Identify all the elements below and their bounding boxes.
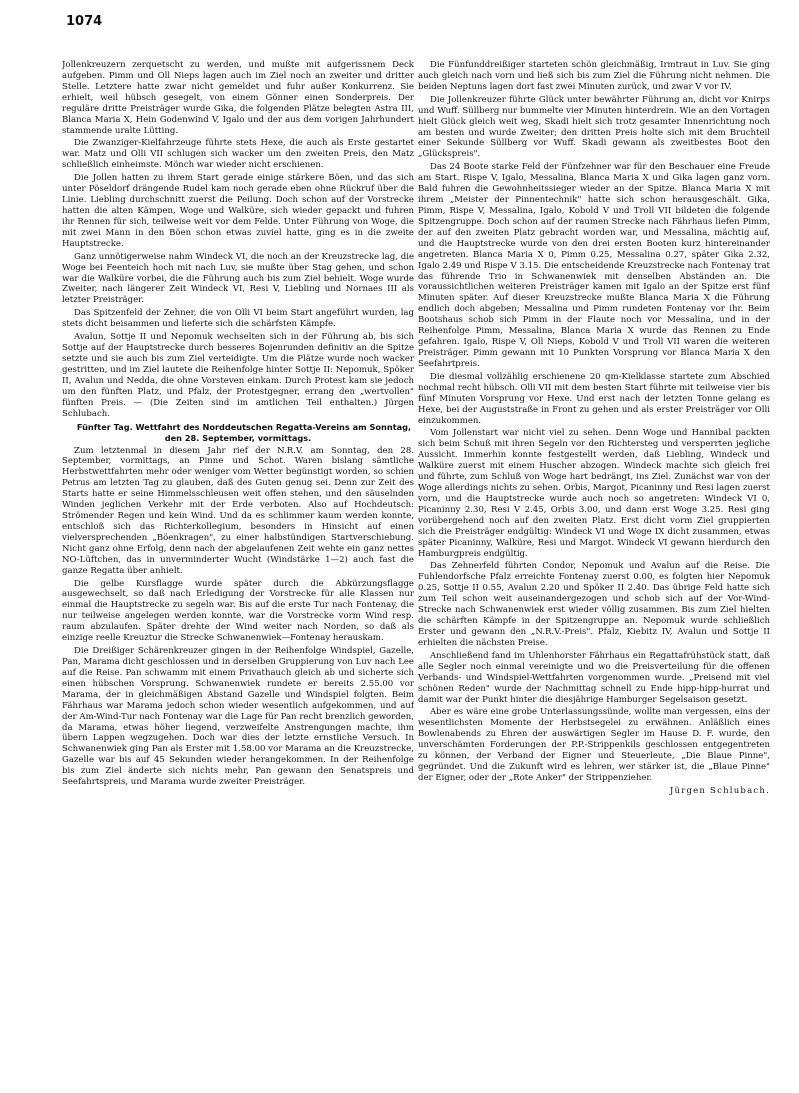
- right-column: [418, 60, 770, 1060]
- paragraph: Avalun, Sottje II und Nepomuk wechselten sich in der Führung ab, bis sich Sottje auf der Hauptstrecke durch besseres Bojenrunden definitiv an die Spitze setzte und sie auch bis zum Ziel verteidigte. Um die Plätze wurde noch wacker gestritten, und im Ziel lautete die Reihenfolge hinter Sottje II: Nepomuk, Spöker II, Avalun und Nedda, die ohne Vorsteven einkam. Durch Protest kam sie jedoch um den fünften Platz, und Pfalz, der Protestgegner, errang den „wertvollen" fünften Preis. — (Die Zeiten sind im amtlichen Teil enthalten.) Jürgen Schlubach.: [62, 332, 414, 419]
- author-signature: Jürgen Schlubach.: [669, 785, 770, 796]
- paragraph: Die Jollenkreuzer führte Glück unter bewährter Führung an, dicht vor Knirps und Wuff. Süllberg nur bummelte vier Minuten hinterdrein. Wie an den Vortagen hielt Glück gleich weit weg, Skadi hielt sich trotz gesamter Innenrichtung noch am besten und wurde Zweiter; den dritten Preis holte sich mit dem Bruchteil einer Sekunde Süllberg vor Wuff. Skadi gewann als zweitbestes Boot den „Glückspreis".: [418, 94, 770, 160]
- paragraph: Die Zwanziger-Kielfahrzeuge führte stets Hexe, die auch als Erste gestartet war. Matz und Olli VII schlugen sich wacker um den zweiten Preis, den Matz schließlich einheimste. Mönch war wieder nicht erschienen.: [62, 138, 414, 171]
- paragraph: Das 24 Boote starke Feld der Fünfzehner war für den Beschauer eine Freude am Start. Rispe V, Igalo, Messalina, Blanca Maria X und Gika lagen ganz vorn. Bald fuhren die Gewohnheitssieger wieder an der Spitze. Blanca Maria X mit ihrem „Meister der Pinnentechnik" hatte sich schon herausgeschält. Gika, Pimm, Rispe V, Messalina, Igalo, Kobold V und Troll VII bildeten die folgende Spitzengruppe. Doch schon auf der raumen Strecke nach Fährhaus liefen Pimm, der auf den zweiten Platz gebracht worden war, und Messalina, mächtig auf, und die Hauptstrecke wurde von den drei ersten Booten kurz hintereinander angetreten. Blanca Maria X 0, Pimm 0.25, Messalina 0.27, später Gika 2.32, Igalo 2.49 und Rispe V 3.15. Die entscheidende Kreuzstrecke nach Fontenay trat das führende Trio in Schwanenwiek mit denselben Abständen an. Die voraussichtlichen weiteren Preisträger kamen mit Igalo an der Spitze erst fünf Minuten später. Auf dieser Kreuzstrecke mußte Blanca Maria X die Führung endlich doch abgeben; Messalina und Pimm rundeten Fontenay vor ihr. Beim Bootshaus schob sich Pimm in der Flaute noch vor Messalina, und in der Reihenfolge Pimm, Messalina, Blanca Maria X wurde das Rennen zu Ende gefahren. Igalo, Rispe V, Oll Nieps, Kobold V und Troll VII waren die weiteren Preisträger. Pimm gewann mit 10 Punkten Vorsprung vor Blanca Maria X den Seefahrtpreis.: [418, 162, 770, 369]
- paragraph: Die gelbe Kursflagge wurde später durch die Abkürzungsflagge ausgewechselt, so daß nach Erledigung der Vorstrecke für alle Klassen nur einmal die Hauptstrecke zu segeln war. Bis auf die erste Tur nach Fontenay, die nur teilweise angelegen werden konnte, war die Vorstrecke vorm Wind resp. raum abzulaufen. Später drehte der Wind weiter nach Norden, so daß als einzige reelle Kreuztur die Strecke Schwanenwiek—Fontenay herauskam.: [62, 578, 414, 644]
- paragraph: Die diesmal vollzählig erschienene 20 qm-Kielklasse startete zum Abschied nochmal recht hübsch. Olli VII mit dem besten Start führte mit teilweise vier bis fünf Minuten Vorsprung vor Hexe. Und erst nach der letzten Tonne gelang es Hexe, bei der Auguststraße in Front zu gehen und als erster Preisträger vor Olli einzukommen.: [418, 371, 770, 426]
- paragraph: Zum letztenmal in diesem Jahr rief der N.R.V. am Sonntag, den 28. September, vormittags, an Pinne und Schot. Waren bislang sämtliche Herbstwettfahrten mehr oder weniger vom Wetter begünstigt worden, so schien Petrus am letzten Tag zu glauben, daß des Guten genug sei. Denn zur Zeit des Starts hatte er seine Himmelsschleusen weit offen stehen, und den säuselnden Winden jeglichen Verkehr mit der Erde verboten. Also auf Hochdeutsch: Strömender Regen und kein Wind. Und da es schlimmer kaum werden konnte, entschloß sich das Richterkollegium, besonders in Hinsicht auf einen vielversprechenden „Böenkragen", zu einer halbstündigen Startverschiebung. Nicht ganz ohne Erfolg, denn nach der abgelaufenen Zeit wehte ein ganz nettes NO-Lüftchen, das in unverminderter Wucht (Windstärke 1—2) auch fast die ganze Regatta über anhielt.: [62, 445, 414, 576]
- paragraph: Das Zehnerfeld führten Condor, Nepomuk und Avalun auf die Reise. Die Fuhlendorfsche Pfalz erreichte Fontenay zuerst 0.00, es folgten hier Nepomuk 0.25, Sottje II 0.55, Avalun 2.20 und Spöker II 2.40. Das übrige Feld hatte sich zum Teil schon weit auseinandergezogen und schob sich auf der Vor-Wind-Strecke nach Schwanenwiek erst wieder völlig zusammen. Bis zum Ziel hielten die schärften Kämpfe in der Spitzengruppe an. Nepomuk wurde schließlich Erster und gewann den „N.R.V.-Preis". Pfalz, Kiebitz IV, Avalun und Sottje II erhielten die nächsten Preise.: [418, 561, 770, 648]
- paragraph: Die Fünfunddreißiger starteten schön gleichmäßig, Irmtraut in Luv. Sie ging auch gleich nach vorn und ließ sich bis zum Ziel die Führung nicht nehmen. Die beiden Neptuns lagen dort fast zwei Minuten zurück, und zwar V vor IV.: [418, 60, 770, 92]
- paragraph: Aber es wäre eine grobe Unterlassungssünde, wollte man vergessen, eins der wesentlichsten Momente der Herbstsegelei zu erwähnen. Anläßlich eines Bowlenabends zu Ehren der auswärtigen Segler im Hause D. F. wurde, den unverschämten Forderungen der P.P.-Strippenkils geschlossen entgegentreten zu können, der Verband der Eigner und Steuerleute, „Die Blaue Pinne", gegründet. Und die Zukunft wird es lehren, wer stärker ist, die „Blaue Pinne" der Eigner, oder der „Rote Anker" der Strippenzieher.: [418, 707, 770, 783]
- paragraph: Anschließend fand im Uhlenhorster Fährhaus ein Regattafrühstück statt, daß alle Segler noch einmal vereinigte und wo die Preisverteilung für die offenen Verbands- und Windspiel-Wettfahrten vorgenommen wurde. „Preisend mit viel schönen Reden" wurde der Nachmittag schnell zu Ende hipp-hipp-hurrat und damit war der Punkt hinter die diesjährige Hamburger Segelsaison gesetzt.: [418, 650, 770, 705]
- paragraph: Jollenkreuzern zerquetscht zu werden, und mußte mit aufgerissnem Deck aufgeben. Pimm und Oll Nieps lagen auch im Ziel noch an zweiter und dritter Stelle. Letztere hatte zwar nicht gemeldet und fuhr außer Konkurrenz. Sie erhielt, weil hübsch gesegelt, von einem Gönner einen Sonderpreis. Der reguläre dritte Preisträger wurde Gika, die folgenden Plätze belegten Astra III, Blanca Maria X, Hein Godenwind V, Igalo und der aus dem vorigen Jahrhundert stammende uralte Lütting.: [62, 60, 414, 136]
- paragraph: Die Dreißiger Schärenkreuzer gingen in der Reihenfolge Windspiel, Gazelle, Pan, Marama dicht geschlossen und in derselben Gruppierung von Luv nach Lee auf die Reise. Pan schwamm mit einem Privathauch gleich ab und sicherte sich einen hübschen Vorsprung. Schwanenwiek rundete er bereits 2.55.00 vor Marama, der in gleichmäßigen Abstand Gazelle und Windspiel folgten. Beim Fährhaus war Marama jedoch schon wieder wesentlich aufgekommen, und auf der Am-Wind-Tur nach Fontenay war die Lage für Pan recht brenzlich geworden, da Marama, etwas höher liegend, verzweifelte Anstrengungen machte, ihm übern Lappen wegzugehen. Doch war dies der letzte ernstliche Versuch. In Schwanenwiek ging Pan als Erster mit 1.58.00 vor Marama an die Kreuzstrecke, Gazelle war bis auf 45 Sekunden wieder herangekommen. In der Reihenfolge bis zum Ziel änderte sich nichts mehr, Pan gewann den Senatspreis und Seefahrtspreis, und Marama wurde zweiter Preisträger.: [62, 646, 414, 788]
- left-column: [62, 60, 414, 1060]
- paragraph: Das Spitzenfeld der Zehner, die von Olli VI beim Start angeführt wurden, lag stets dicht beisammen und lieferte sich die schärfsten Kämpfe.: [62, 308, 414, 330]
- page-number: 1074: [66, 14, 103, 29]
- paragraph: Ganz unnötigerweise nahm Windeck VI, die noch an der Kreuzstrecke lag, die Woge bei Feenteich hoch mit nach Luv, sie mußte über Stag gehen, und schon war die Walküre vorbei, die die Führung auch bis zum Ziel behielt. Woge wurde Zweiter, nach längerer Zeit Windeck VI, Resi V, Liebling und Nornaes III als letzter Preisträger.: [62, 251, 414, 306]
- paragraph: Vom Jollenstart war nicht viel zu sehen. Denn Woge und Hannibal packten sich beim Schuß mit ihren Segeln vor den Richtersteg und versperrten jegliche Aussicht. Immerhin konnte festgestellt werden, daß Liebling, Windeck und Walküre zuerst mit einem Huscher abzogen. Windeck machte sich gleich frei und führte, zum Schluß von Woge hart bedrängt, ins Ziel. Zunächst war von der Woge allerdings nichts zu sehen. Orbis, Margot, Picaninny und Resi lagen zuerst vorn, und die Hauptstrecke wurde auch noch so angetreten: Windeck VI 0, Picaninny 2.30, Resi V 2.45, Orbis 3.00, und dann erst Woge 3.25. Resi ging vorübergehend noch auf den zweiten Platz. Erst dicht vorm Ziel gruppierten sich die Preisträger endgültig: Windeck VI und Woge IX dicht zusammen, etwas später Picaninny, Walküre, Resi und Margot. Windeck VI gewann hierdurch den Hamburgpreis endgültig.: [418, 428, 770, 559]
- section-heading: Fünfter Tag. Wettfahrt des Norddeutschen Regatta-Vereins am Sonntag, den 28. September, vormittags.: [76, 421, 412, 443]
- paragraph: Die Jollen hatten zu ihrem Start gerade einige stärkere Böen, und das sich unter Pöseldorf drängende Rudel kam noch gerade eben ohne Rückruf über die Linie. Liebling durchschnitt zuerst die Peilung. Doch schon auf der Vorstrecke hatten die alten Kämpen, Woge und Walküre, sich wieder gepackt und fuhren ihr Rennen für sich, teilweise weit vor dem Felde. Unter Führung von Woge, die mit zwei Mann in den Böen schon etwas zuviel hatte, ging es in die zweite Hauptstrecke.: [62, 173, 414, 249]
